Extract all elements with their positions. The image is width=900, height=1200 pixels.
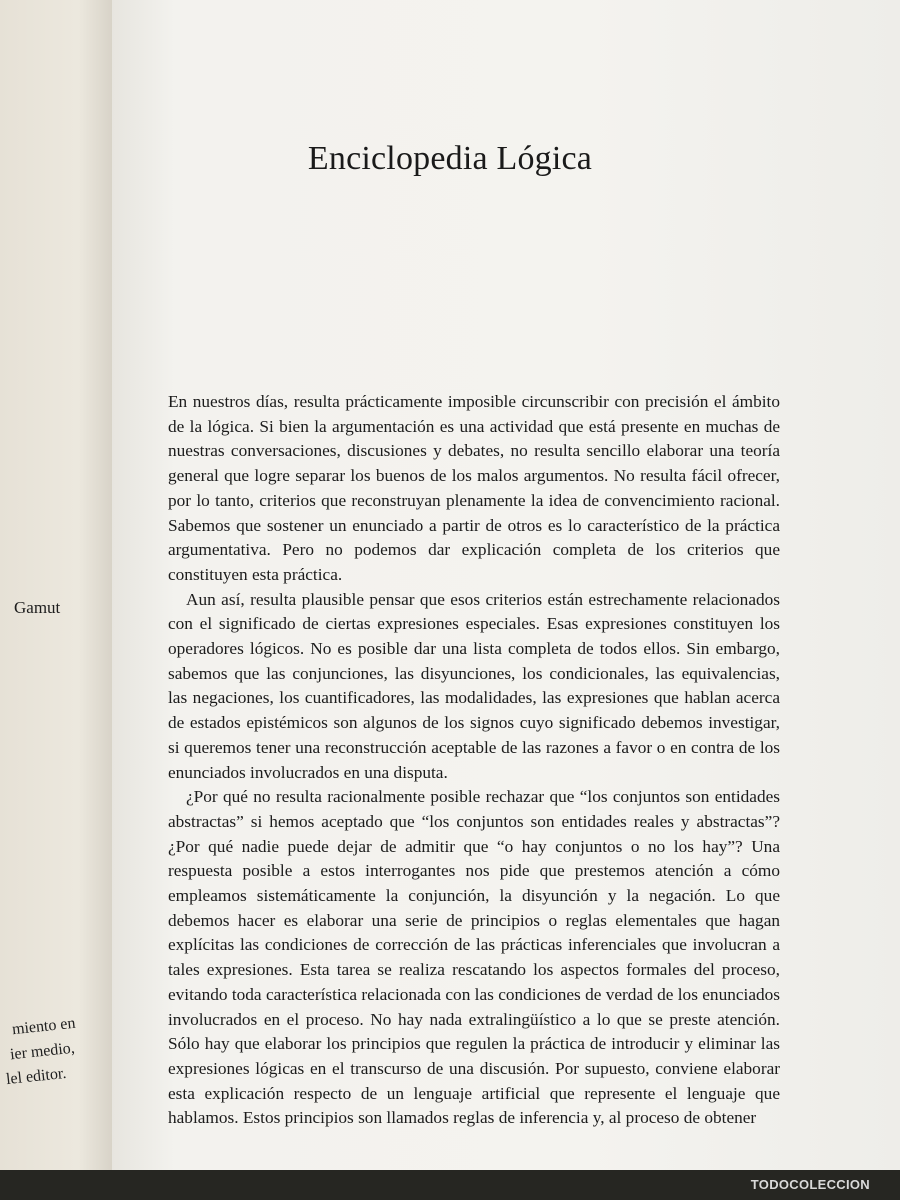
paragraph: Aun así, resulta plausible pensar que esos criterios están estrechamente relacionados con el significado de ciertas expresiones especiales. Esas expresiones constituyen los operadores lógicos. No es posible dar una lista completa de todos ellos. Sin embargo, sabemos que las conjunciones, las disyunciones, los condicionales, las equivalencias, las negaciones, los cuantificadores, las modalidades, las expresiones que hablan acerca de estados epistémicos son algunos de los signos cuyo significado debemos investigar, si queremos tener una reconstrucción aceptable de las razones a favor o en contra de los enunciados involucrados en una disputa. [168, 589, 780, 782]
watermark: TODOCOLECCION [750, 1177, 870, 1192]
left-page-fragment: ier medio, [9, 1039, 76, 1064]
paragraph: ¿Por qué no resulta racionalmente posible rechazar que “los conjuntos son entidades abstractas” si hemos aceptado que “los conjuntos son entidades reales y abstractas”? ¿Por qué nadie puede dejar de admitir que “o hay conjuntos o no los hay”? Una respuesta posible a estos interrogantes nos pide que prestemos atención a cómo empleamos sistemáticamente la conjunción, la disyunción y la negación. Lo que debemos hacer es elaborar una serie de principios o reglas elementales que hagan explícitas las condiciones de corrección de las prácticas inferenciales que involucran a tales expresiones. Esta tarea se realiza rescatando los aspectos formales del proceso, evitando toda característica relacionada con las condiciones de verdad de los enunciados involucrados en el proceso. No hay nada extralingüístico a lo que se preste atención. Sólo hay que elaborar los principios que regulen la práctica de introducir y eliminar las expresiones lógicas en el transcurso de una discusión. Por supuesto, conviene elaborar esta explicación respecto de un lenguaje artificial que represente el lenguaje que hablamos. Estos principios son llamados reglas de inferencia y, al proceso de obtener [168, 787, 780, 1128]
left-page-fragment: miento en [11, 1014, 77, 1039]
body-text [168, 390, 780, 1131]
left-page-fragment: lel editor. [5, 1064, 68, 1089]
paragraph: En nuestros días, resulta prácticamente imposible circunscribir con precisión el ámbito de la lógica. Si bien la argumentación es una actividad que está presente en muchas de nuestras conversaciones, discusiones y debates, no resulta sencillo elaborar una teoría general que logre separar los buenos de los malos argumentos. No resulta fácil ofrecer, por lo tanto, criterios que reconstruyan plenamente la idea de convencimiento racional. Sabemos que sostener un enunciado a partir de otros es lo característico de la práctica argumentativa. Pero no podemos dar explicación completa de los criterios que constituyen esta práctica. [168, 392, 780, 584]
left-page-fragment: Gamut [14, 598, 61, 617]
page-title: Enciclopedia Lógica [307, 140, 593, 177]
left-page [0, 0, 112, 1200]
